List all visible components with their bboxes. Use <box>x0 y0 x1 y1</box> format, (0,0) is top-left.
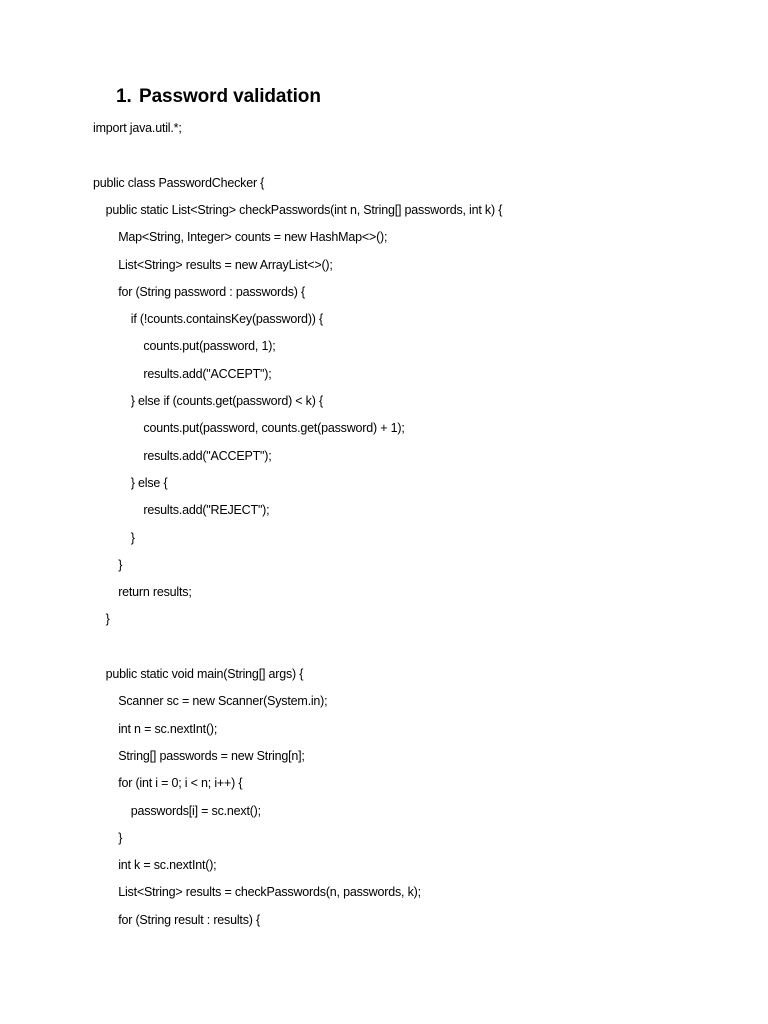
code-line: } <box>118 557 123 572</box>
code-line: int k = sc.nextInt(); <box>118 858 217 873</box>
code-line: counts.put(password, counts.get(password) + 1); <box>143 421 405 436</box>
section-heading <box>116 86 321 108</box>
code-line: return results; <box>118 585 192 600</box>
code-line: } <box>118 830 123 845</box>
code-line: results.add("ACCEPT"); <box>143 448 272 463</box>
code-line: Scanner sc = new Scanner(System.in); <box>118 694 328 709</box>
code-line: for (String password : passwords) { <box>118 284 306 299</box>
code-line: public static void main(String[] args) { <box>105 667 304 681</box>
code-line: public class PasswordChecker { <box>93 175 265 190</box>
code-line: Map<String, Integer> counts = new HashMap<>(); <box>118 230 388 245</box>
code-line: results.add("ACCEPT"); <box>143 366 272 381</box>
code-line: if (!counts.containsKey(password)) { <box>130 312 323 327</box>
code-line: passwords[i] = sc.next(); <box>130 803 261 818</box>
code-line: List<String> results = new ArrayList<>(); <box>118 257 333 272</box>
code-line: } <box>105 612 110 627</box>
code-line: results.add("REJECT"); <box>143 503 270 518</box>
code-line: for (int i = 0; i < n; i++) { <box>118 776 243 791</box>
code-line: counts.put(password, 1); <box>143 339 276 354</box>
code-line: for (String result : results) { <box>118 912 260 927</box>
code-line: } else if (counts.get(password) < k) { <box>130 394 323 408</box>
code-line: } else { <box>130 475 168 490</box>
heading-title: Password validation <box>139 86 321 107</box>
code-line: int n = sc.nextInt(); <box>118 721 218 736</box>
code-line: } <box>130 530 135 545</box>
heading-number: 1. <box>116 86 132 107</box>
code-line: List<String> results = checkPasswords(n, passwords, k); <box>118 885 421 900</box>
code-line: String[] passwords = new String[n]; <box>118 748 305 763</box>
code-line: public static List<String> checkPasswords(int n, String[] passwords, int k) { <box>105 202 503 217</box>
code-line: import java.util.*; <box>93 121 182 135</box>
